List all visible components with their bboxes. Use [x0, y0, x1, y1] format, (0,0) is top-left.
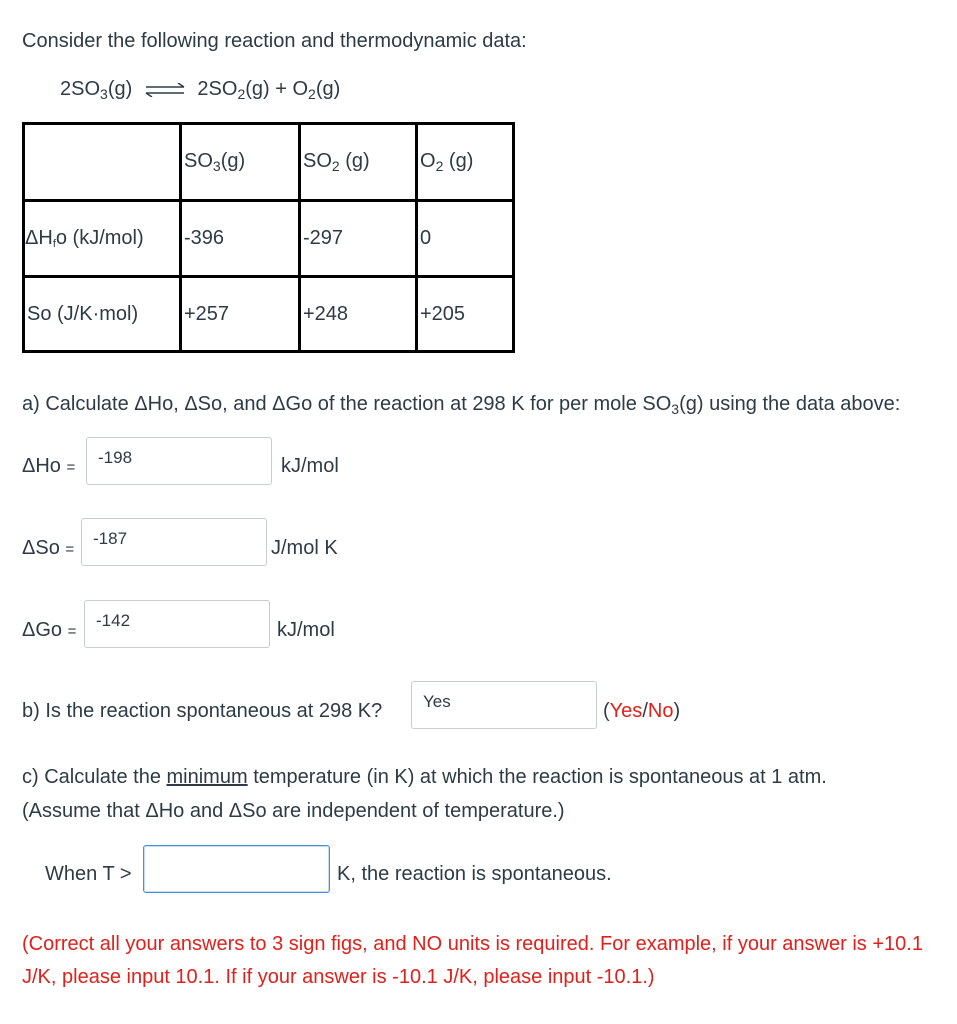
cell-enthalpy-o2: 0	[417, 201, 514, 277]
row-label-entropy: So (J/K·mol)	[24, 277, 181, 352]
reactant-formula: $2SO_3(g)$	[60, 78, 133, 102]
when-t-label: When T >	[45, 863, 132, 885]
dg-input[interactable]: -142	[84, 600, 270, 648]
part-b-question: b) Is the reaction spontaneous at 298 K?	[22, 700, 383, 722]
yes-no-hint: (Yes/No)	[603, 700, 681, 722]
equilibrium-arrow-icon	[144, 83, 186, 97]
table-row-entropy	[24, 277, 514, 352]
yes-option-text: Yes	[609, 700, 643, 722]
cell-enthalpy-so2: -297	[300, 201, 417, 277]
instructions-note: (Correct all your answers to 3 sign figs, and NO units is required. For example, if your answer is +10.1 J/K, please input 10.1. If if your answer is -10.1 J/K, please input -10.1.)	[22, 933, 923, 988]
dg-label: ΔGo =	[22, 619, 77, 641]
ds-unit: J/mol K	[271, 537, 338, 559]
row-label-enthalpy: ΔHfo (kJ/mol)	[24, 201, 181, 277]
part-a-question: a) Calculate ΔHo, ΔSo, and ΔGo of the reaction at 298 K for per mole $SO_3(g)$ using the data above:	[22, 393, 901, 417]
thermo-data-table	[22, 122, 515, 353]
min-temperature-input[interactable]	[143, 845, 330, 893]
intro-text: Consider the following reaction and thermodynamic data:	[22, 30, 527, 52]
cell-entropy-so2: +248	[300, 277, 417, 352]
dh-unit: kJ/mol	[281, 455, 339, 477]
part-c-question-line2: (Assume that ΔHo and ΔSo are independent of temperature.)	[22, 800, 565, 822]
header-so3: $SO_3(g)$	[181, 124, 300, 201]
reaction-equation	[60, 78, 340, 102]
dh-label: ΔHo =	[22, 455, 76, 477]
no-option-text: No	[647, 700, 674, 722]
dg-unit: kJ/mol	[277, 619, 335, 641]
part-c-suffix: K, the reaction is spontaneous.	[337, 863, 612, 885]
header-so2: $SO_2$ (g)	[300, 124, 417, 201]
product1-formula: $2SO_2(g)$	[197, 78, 270, 102]
cell-enthalpy-so3: -396	[181, 201, 300, 277]
part-c-question-line1: c) Calculate the minimum temperature (in K) at which the reaction is spontaneous at 1 atm.	[22, 766, 827, 788]
ds-input[interactable]: -187	[81, 518, 267, 566]
spontaneous-input[interactable]: Yes	[411, 681, 597, 729]
ds-label: ΔSo =	[22, 537, 75, 559]
table-row-enthalpy	[24, 201, 514, 277]
product2-formula: + $O_2(g)$	[275, 78, 341, 102]
cell-entropy-o2: +205	[417, 277, 514, 352]
table-corner-cell	[24, 124, 181, 201]
header-o2: $O_2$ (g)	[417, 124, 514, 201]
dh-input[interactable]: -198	[86, 437, 272, 485]
table-header-row	[24, 124, 514, 201]
cell-entropy-so3: +257	[181, 277, 300, 352]
